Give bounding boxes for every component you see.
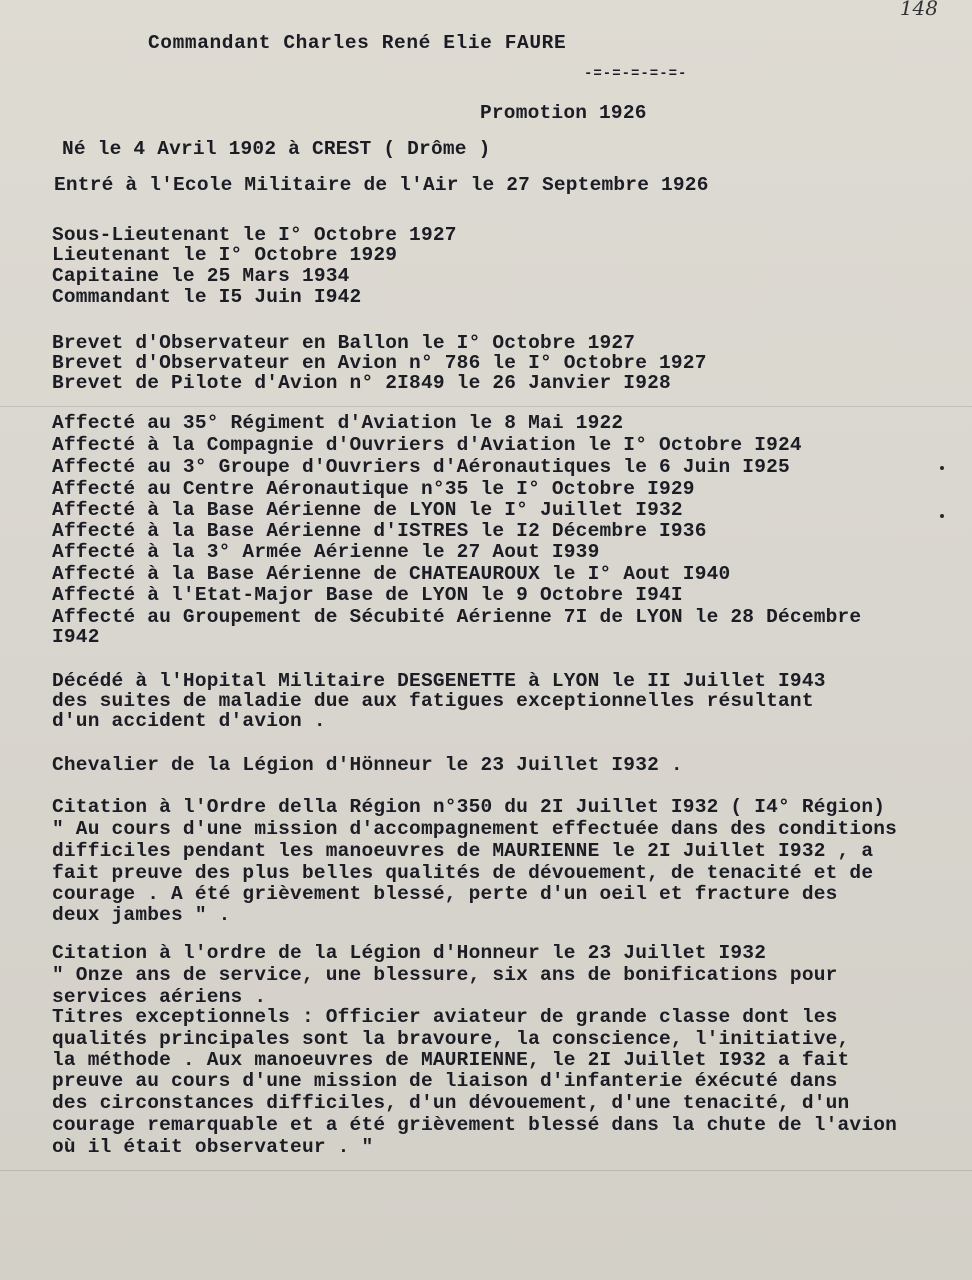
citation-line: fait preuve des plus belles qualités de dévouement, de tenacité et de [52, 862, 874, 884]
citation-line: qualités principales sont la bravoure, la conscience, l'initiative, [52, 1028, 850, 1050]
brevet-line: Brevet de Pilote d'Avion n° 2I849 le 26 Janvier I928 [52, 372, 671, 394]
citation-line: des circonstances difficiles, d'un dévouement, d'une tenacité, d'un [52, 1092, 850, 1114]
promotion-year: Promotion 1926 [480, 102, 647, 124]
brevet-line: Brevet d'Observateur en Avion n° 786 le I° Octobre 1927 [52, 352, 707, 374]
assignment-line: Affecté à la Base Aérienne de CHATEAUROUX le I° Aout I940 [52, 563, 731, 585]
school-entry-line: Entré à l'Ecole Militaire de l'Air le 27 Septembre 1926 [54, 174, 709, 196]
assignment-line: Affecté à la Base Aérienne de LYON le I° Juillet I932 [52, 499, 683, 521]
assignment-line: Affecté au 35° Régiment d'Aviation le 8 Mai 1922 [52, 412, 624, 434]
assignment-line: Affecté à l'Etat-Major Base de LYON le 9 Octobre I94I [52, 584, 683, 606]
brevet-line: Brevet d'Observateur en Ballon le I° Octobre 1927 [52, 332, 636, 354]
assignment-line: Affecté à la Compagnie d'Ouvriers d'Aviation le I° Octobre I924 [52, 434, 802, 456]
ink-dot [940, 514, 944, 518]
rank-line: Capitaine le 25 Mars 1934 [52, 265, 350, 287]
rank-line: Sous-Lieutenant le I° Octobre 1927 [52, 224, 457, 246]
assignment-line: I942 [52, 626, 100, 648]
legion-honneur-line: Chevalier de la Légion d'Hönneur le 23 Juillet I932 . [52, 754, 683, 776]
citation-line: services aériens . [52, 986, 267, 1008]
assignment-line: Affecté au Centre Aéronautique n°35 le I° Octobre I929 [52, 478, 695, 500]
page-number: 148 [899, 0, 938, 20]
rank-line: Commandant le I5 Juin I942 [52, 286, 362, 308]
citation-line: courage remarquable et a été grièvement blessé dans la chute de l'avion [52, 1114, 898, 1136]
rank-line: Lieutenant le I° Octobre 1929 [52, 244, 398, 266]
birth-line: Né le 4 Avril 1902 à CREST ( Drôme ) [62, 138, 491, 160]
citation-line: deux jambes " . [52, 904, 231, 926]
assignment-line: Affecté au Groupement de Sécubité Aérienne 7I de LYON le 28 Décembre [52, 606, 862, 628]
citation-line: preuve au cours d'une mission de liaison d'infanterie éxécuté dans [52, 1070, 838, 1092]
citation-line: où il était observateur . " [52, 1136, 374, 1158]
citation-line: Citation à l'Ordre della Région n°350 du 2I Juillet I932 ( I4° Région) [52, 796, 886, 818]
ink-dot [940, 466, 944, 470]
paper-fold-line [0, 406, 972, 407]
citation-line: " Onze ans de service, une blessure, six ans de bonifications pour [52, 964, 838, 986]
citation-line: Citation à l'ordre de la Légion d'Honneur le 23 Juillet I932 [52, 942, 767, 964]
death-line: des suites de maladie due aux fatigues exceptionnelles résultant [52, 690, 814, 712]
citation-line: " Au cours d'une mission d'accompagnement effectuée dans des conditions [52, 818, 898, 840]
death-line: Décédé à l'Hopital Militaire DESGENETTE à LYON le II Juillet I943 [52, 670, 826, 692]
death-line: d'un accident d'avion . [52, 710, 326, 732]
assignment-line: Affecté à la Base Aérienne d'ISTRES le I2 Décembre I936 [52, 520, 707, 542]
citation-line: la méthode . Aux manoeuvres de MAURIENNE, le 2I Juillet I932 a fait [52, 1049, 850, 1071]
officer-name: Commandant Charles René Elie FAURE [148, 32, 567, 54]
citation-line: courage . A été grièvement blessé, perte d'un oeil et fracture des [52, 883, 838, 905]
name-underline: -=-=-=-=-=- [584, 66, 688, 82]
citation-line: difficiles pendant les manoeuvres de MAURIENNE le 2I Juillet I932 , a [52, 840, 874, 862]
assignment-line: Affecté au 3° Groupe d'Ouvriers d'Aéronautiques le 6 Juin I925 [52, 456, 790, 478]
assignment-line: Affecté à la 3° Armée Aérienne le 27 Aout I939 [52, 541, 600, 563]
citation-line: Titres exceptionnels : Officier aviateur de grande classe dont les [52, 1006, 838, 1028]
paper-fold-line [0, 1170, 972, 1171]
